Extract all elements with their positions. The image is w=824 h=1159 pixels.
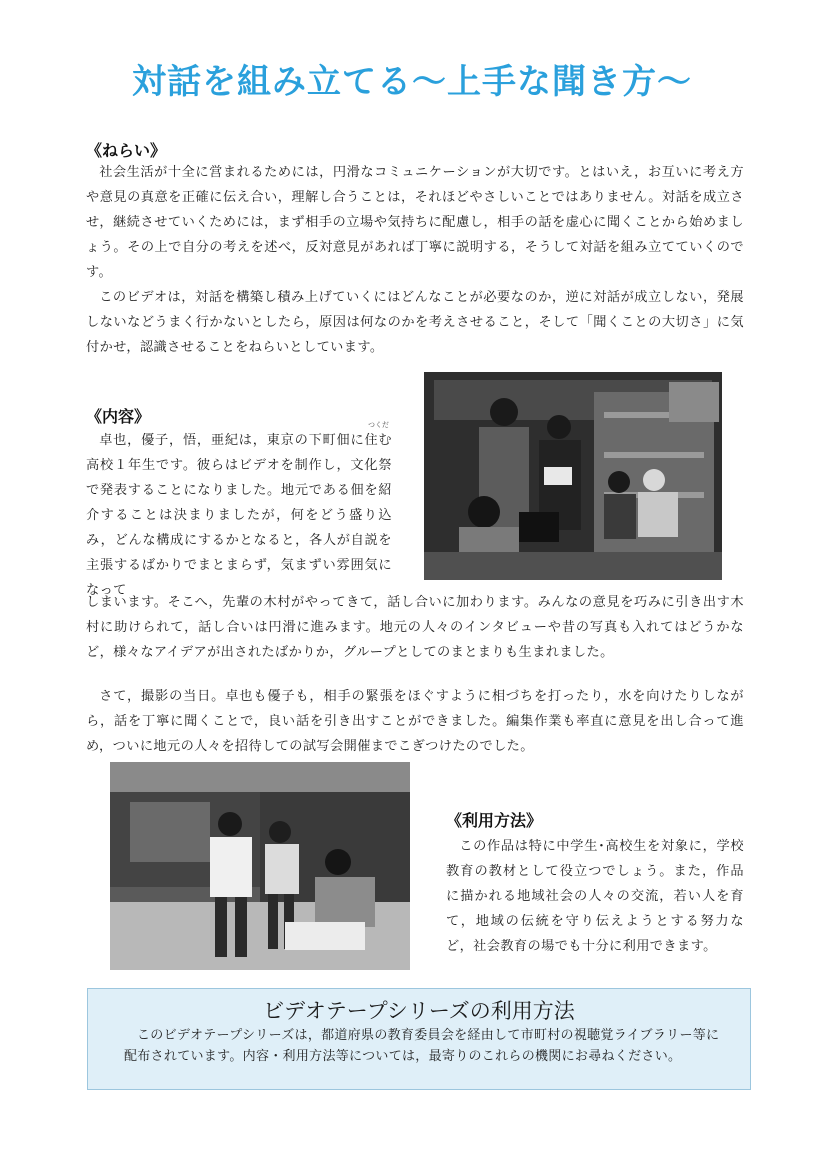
content-intro: 卓也，優子，悟，亜紀は，東京の下町佃に住む高校１年生です。彼らはビデオを制作し，文化祭で発表することになりました。地元である佃を紹介することは決まりましたが，何をどう盛り込み，どんな構成にするかとなると，各人が自説を主張するばかりでまとまらず，気まずい雰囲気になって [86,433,392,598]
ruby-annotation: つくだ [368,421,389,429]
notice-box [87,988,751,1090]
content-continuation: しまいます。そこへ，先輩の木村がやってきて，話し合いに加わります。みんなの意見を巧みに引き出す木村に助けられて，話し合いは円滑に進みます。地元の人々のインタビューや昔の写真も入れてはどうかなど，様々なアイデアが出されたばかりか，グループとしてのまとまりも生まれました。 [86,595,744,660]
usage-heading: 《利用方法》 [446,811,543,830]
aim-paragraph-1: 社会生活が十全に営まれるためには，円滑なコミュニケーションが大切です。とはいえ，お互いに考え方や意見の真意を正確に伝え合い，理解し合うことは，それほどやさしいことではありません。対話を成立させ，継続させていくためには，まず相手の立場や気持ちに配慮し，相手の話を虚心に聞くことから始めましょう。その上で自分の考えを述べ，反対意見があれば丁寧に説明する，そうして対話を組み立てていくのです。 [86,165,744,280]
notice-title: ビデオテープシリーズの利用方法 [263,999,575,1023]
aim-heading: 《ねらい》 [86,141,167,160]
notice-text: このビデオテープシリーズは，都道府県の教育委員会を経由して市町村の視聴覚ライブラリー等に配布されています。内容・利用方法等については，最寄りのこれらの機関にお尋ねください。 [124,1028,720,1064]
content-paragraph-2: さて，撮影の当日。卓也も優子も，相手の緊張をほぐすように相づちを打ったり，水を向けたりしながら，話を丁寧に聞くことで，良い話を引き出すことができました。編集作業も率直に意見を出し合って進め，ついに地元の人々を招待しての試写会開催までこぎつけたのでした。 [86,689,744,754]
photo-shop-interview [424,372,722,580]
content-heading: 《内容》 [86,407,151,426]
page-title: 対話を組み立てる～上手な聞き方～ [132,62,692,102]
photo-street-scene [110,762,410,970]
aim-paragraph-2: このビデオは，対話を構築し積み上げていくにはどんなことが必要なのか，逆に対話が成立しない，発展しないなどうまく行かないとしたら，原因は何なのかを考えさせること，そして「聞くことの大切さ」に気付かせ，認識させることをねらいとしています。 [86,290,744,355]
usage-text: この作品は特に中学生･高校生を対象に，学校教育の教材として役立つでしょう。また，作品に描かれる地域社会の人々の交流，若い人を育て，地域の伝統を守り伝えようとする努力など，社会教育の場でも十分に利用できます。 [446,839,744,954]
